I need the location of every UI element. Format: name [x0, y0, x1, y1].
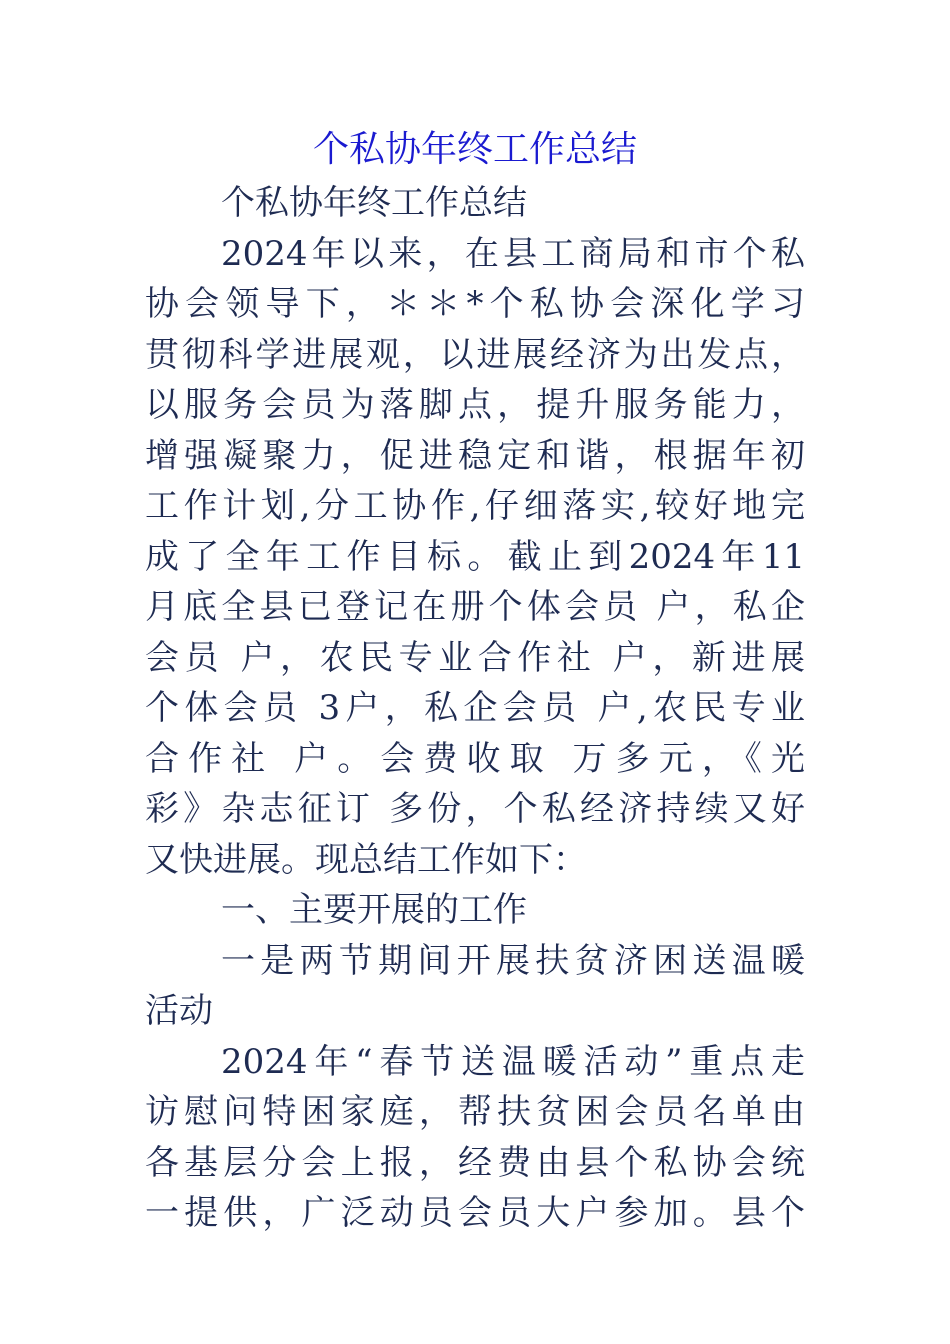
text-line: 个私协年终工作总结 [221, 183, 527, 223]
text-line: 工作计划,分工协作,仔细落实,较好地完 [145, 486, 805, 526]
document-body [145, 178, 805, 1239]
text-line: 各基层分会上报，经费由县个私协会统 [145, 1142, 805, 1183]
text-line: 2024年以来，在县工商局和市个私 [221, 233, 805, 274]
text-line: 增强凝聚力，促进稳定和谐，根据年初 [145, 435, 805, 476]
text-line: 个体会员 3户，私企会员 户,农民专业 [145, 688, 805, 728]
text-line: 成了全年工作目标。截止到2024年11 [145, 536, 805, 577]
text-line: 月底全县已登记在册个体会员 户，私企 [145, 587, 805, 627]
text-line: 2024年“春节送温暖活动”重点走 [221, 1041, 805, 1082]
text-line: 以服务会员为落脚点，提升服务能力， [145, 385, 805, 425]
text-line: 协会领导下，＊＊*个私协会深化学习 [145, 284, 805, 324]
text-line: 一是两节期间开展扶贫济困送温暖 [221, 940, 805, 981]
text-line: 贯彻科学进展观，以进展经济为出发点， [145, 334, 805, 375]
text-line: 又快进展。现总结工作如下： [145, 839, 587, 880]
text-line: 合作社 户。会费收取 万多元，《光 [145, 738, 805, 779]
text-line: 活动 [145, 991, 213, 1031]
document-title: 个私协年终工作总结 [312, 129, 637, 170]
text-line: 会员 户，农民专业合作社 户，新进展 [145, 637, 805, 678]
text-line: 访慰问特困家庭，帮扶贫困会员名单由 [145, 1092, 805, 1132]
text-line: 一、主要开展的工作 [221, 890, 527, 930]
text-line: 一提供，广泛动员会员大户参加。县个 [145, 1193, 805, 1233]
text-line: 彩》杂志征订 多份，个私经济持续又好 [145, 789, 805, 829]
